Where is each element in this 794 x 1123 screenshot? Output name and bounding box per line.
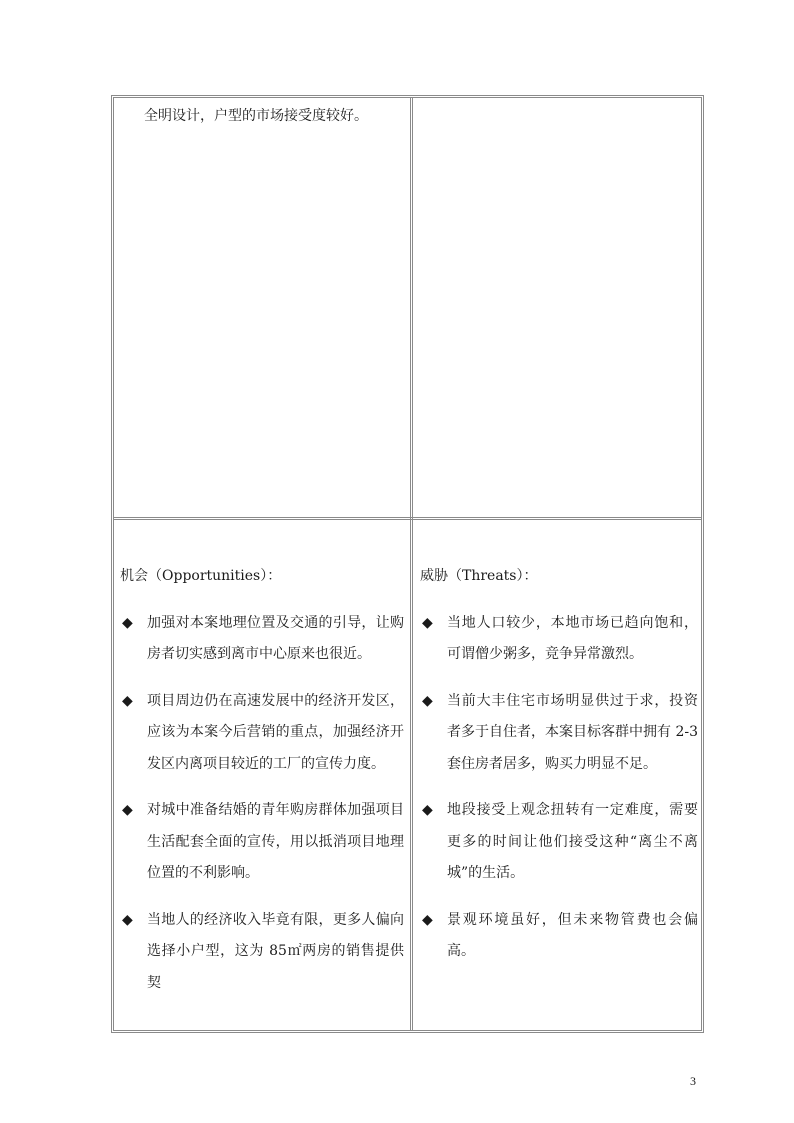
threats-list — [420, 608, 698, 968]
threat-text: 当地人口较少，本地市场已趋向饱和，可谓僧少粥多，竞争异常激烈。 — [447, 614, 698, 662]
strengths-cell — [114, 98, 410, 517]
diamond-bullet-icon: ◆ — [122, 614, 133, 631]
opportunities-heading: 机会（Opportunities）： — [120, 568, 282, 584]
threats-heading: 威胁（Threats）： — [420, 568, 538, 584]
list-item — [120, 686, 404, 781]
weaknesses-cell — [414, 98, 704, 517]
opportunity-text: 对城中准备结婚的青年购房群体加强项目生活配套全面的宣传，用以抵消项目地理位置的不利影响。 — [147, 802, 404, 881]
page-number: 3 — [690, 1074, 696, 1088]
list-item — [420, 686, 698, 781]
diamond-bullet-icon: ◆ — [122, 802, 133, 818]
list-item — [120, 795, 404, 890]
diamond-bullet-icon: ◆ — [122, 911, 133, 928]
diamond-bullet-icon: ◆ — [122, 692, 133, 709]
opportunities-list — [120, 608, 404, 1000]
list-item — [120, 608, 404, 671]
table-vertical-divider — [410, 98, 413, 1030]
diamond-bullet-icon: ◆ — [422, 802, 433, 818]
table-horizontal-divider — [114, 517, 701, 520]
opportunity-text: 加强对本案地理位置及交通的引导，让购房者切实感到离市中心原来也很近。 — [147, 614, 404, 662]
diamond-bullet-icon: ◆ — [422, 911, 433, 928]
list-item — [420, 608, 698, 671]
threat-text: 地段接受上观念扭转有一定难度，需要更多的时间让他们接受这种“离尘不离城”的生活。 — [447, 802, 698, 881]
opportunities-cell — [114, 521, 410, 1033]
opportunity-text: 当地人的经济收入毕竟有限，更多人偏向选择小户型，这为 85㎡两房的销售提供契 — [147, 911, 404, 991]
list-item — [420, 795, 698, 890]
diamond-bullet-icon: ◆ — [422, 614, 433, 631]
list-item — [120, 905, 404, 1000]
threats-cell — [414, 521, 704, 1033]
strengths-continued-text: 全明设计，户型的市场接受度较好。 — [144, 108, 368, 124]
threat-text: 当前大丰住宅市场明显供过于求，投资者多于自住者，本案目标客群中拥有 2-3 套住房者居多，购买力明显不足。 — [447, 692, 698, 772]
swot-table — [111, 95, 704, 1033]
threat-text: 景观环境虽好，但未来物管费也会偏高。 — [447, 911, 698, 959]
diamond-bullet-icon: ◆ — [422, 692, 433, 709]
list-item — [420, 905, 698, 968]
opportunity-text: 项目周边仍在高速发展中的经济开发区，应该为本案今后营销的重点，加强经济开发区内离项目较近的工厂的宣传力度。 — [147, 692, 404, 772]
